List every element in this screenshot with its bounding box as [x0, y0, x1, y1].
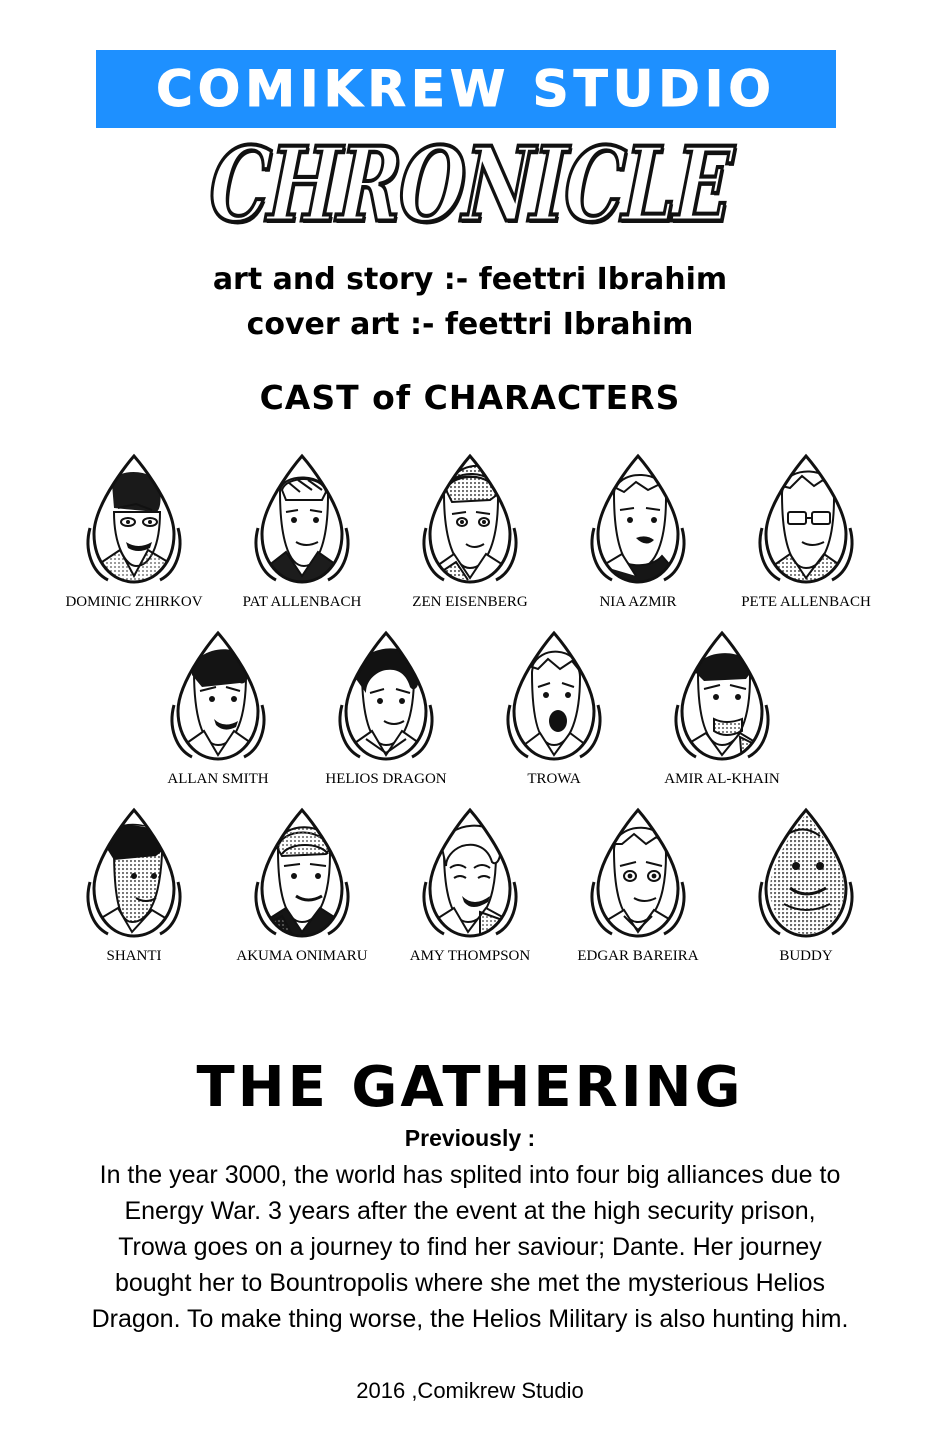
cast-member-name: AKUMA ONIMARU	[236, 948, 368, 964]
character-portrait-icon	[578, 804, 698, 944]
character-portrait-icon	[746, 804, 866, 944]
character-portrait-icon	[326, 627, 446, 767]
synopsis-text: In the year 3000, the world has splited into four big alliances due to Energy War. 3 years after the event at the high security prison, Trowa goes on a journey to find her saviour; Dante. Her journey bought her to Bountropolis where she met the mysterious Helios Dragon. To make thing worse, the Helios Military is also hunting him.	[91, 1161, 849, 1333]
cast-member	[648, 627, 796, 788]
cast-member-name: AMY THOMPSON	[409, 948, 531, 964]
cast-member-name: HELIOS DRAGON	[325, 771, 447, 787]
cast-member-name: BUDDY	[779, 948, 833, 964]
cast-grid	[60, 450, 880, 971]
cast-member	[564, 450, 712, 611]
cast-member	[228, 804, 376, 965]
cast-member-name: TROWA	[527, 771, 581, 787]
studio-banner	[96, 50, 836, 128]
character-portrait-icon	[494, 627, 614, 767]
cast-member-name: PETE ALLENBACH	[741, 594, 871, 610]
cast-member	[228, 450, 376, 611]
character-portrait-icon	[74, 450, 194, 590]
previously-label: Previously :	[404, 1125, 536, 1151]
copyright-notice: 2016 ,Comikrew Studio	[356, 1378, 584, 1403]
cast-member	[60, 450, 208, 611]
chapter-title: THE GATHERING	[196, 1055, 744, 1120]
character-portrait-icon	[242, 450, 362, 590]
character-portrait-icon	[662, 627, 782, 767]
cast-member-name: ALLAN SMITH	[167, 771, 269, 787]
cast-row	[60, 450, 880, 611]
cast-member-name: EDGAR BAREIRA	[577, 948, 699, 964]
cast-member	[564, 804, 712, 965]
character-portrait-icon	[410, 804, 530, 944]
credit-art-and-story: art and story :- feettri Ibrahim	[212, 262, 728, 297]
cast-member	[480, 627, 628, 788]
cast-member-name: DOMINIC ZHIRKOV	[65, 594, 203, 610]
character-portrait-icon	[410, 450, 530, 590]
cast-member-name: PAT ALLENBACH	[242, 594, 362, 610]
series-logo-text: CHRONICLE	[206, 124, 734, 245]
cast-member	[312, 627, 460, 788]
cast-row	[60, 804, 880, 965]
cast-member	[732, 804, 880, 965]
series-logo	[0, 124, 940, 250]
cast-member-name: SHANTI	[106, 948, 162, 964]
cast-member	[60, 804, 208, 965]
cast-member	[396, 804, 544, 965]
cast-row	[60, 627, 880, 788]
character-portrait-icon	[74, 804, 194, 944]
character-portrait-icon	[746, 450, 866, 590]
cast-member	[396, 450, 544, 611]
cast-member	[144, 627, 292, 788]
cast-heading: CAST of CHARACTERS	[259, 378, 681, 417]
studio-name: COMIKREW STUDIO	[156, 60, 776, 118]
cast-member-name: AMIR AL-KHAIN	[664, 771, 780, 787]
character-portrait-icon	[242, 804, 362, 944]
cast-member	[732, 450, 880, 611]
cast-member-name: NIA AZMIR	[599, 594, 677, 610]
credit-cover-art: cover art :- feettri Ibrahim	[246, 307, 694, 342]
character-portrait-icon	[578, 450, 698, 590]
cast-member-name: ZEN EISENBERG	[412, 594, 528, 610]
character-portrait-icon	[158, 627, 278, 767]
